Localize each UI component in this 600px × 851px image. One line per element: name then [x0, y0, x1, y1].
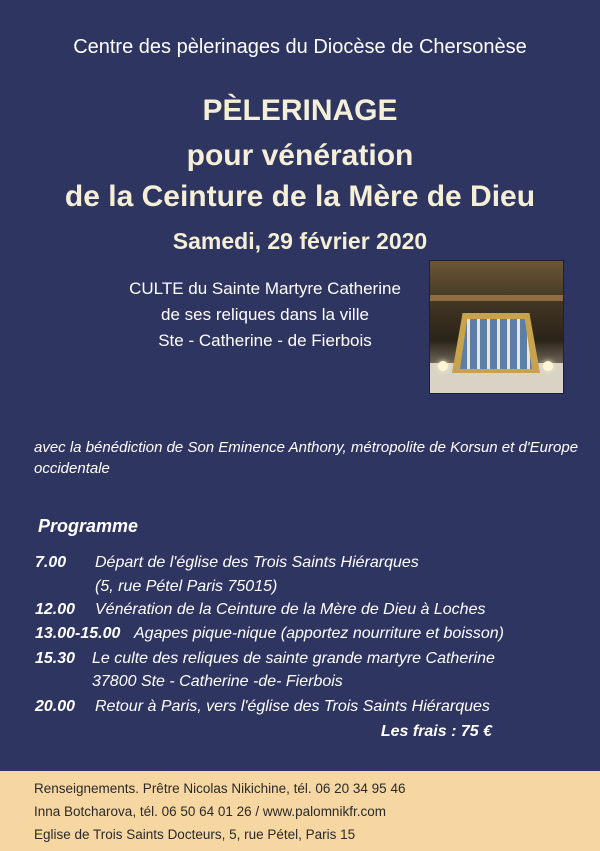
photo-shelf [430, 295, 563, 301]
programme-time: 13.00-15.00 [35, 625, 121, 642]
programme-cont: 37800 Ste - Catherine -de- Fierbois [92, 673, 343, 690]
programme-desc: Départ de l'église des Trois Saints Hiérarques [95, 554, 419, 571]
culte-line-1: CULTE du Sainte Martyre Catherine [129, 279, 401, 298]
programme-desc: Le culte des reliques de sainte grande martyre Catherine [92, 650, 495, 667]
photo-reliquary-glass [460, 319, 532, 369]
programme-desc: Vénération de la Ceinture de la Mère de Dieu à Loches [95, 601, 486, 618]
programme-time: 12.00 [35, 601, 76, 618]
programme-time: 7.00 [35, 554, 67, 571]
poster-title: PÈLERINAGE [202, 94, 398, 127]
contact-line-1: Renseignements. Prêtre Nicolas Nikichine, tél. 06 20 34 95 46 [34, 781, 406, 796]
programme-cont: (5, rue Pétel Paris 75015) [95, 578, 278, 595]
culte-line-2: de ses reliques dans la ville [161, 305, 369, 324]
poster-subtitle-1: pour vénération [186, 139, 414, 172]
event-date: Samedi, 29 février 2020 [172, 228, 428, 254]
programme-desc: Retour à Paris, vers l'église des Trois Saints Hiérarques [95, 698, 490, 715]
culte-description [100, 276, 430, 354]
contact-footer [0, 771, 600, 851]
programme-desc: Agapes pique-nique (apportez nourriture et boisson) [134, 625, 505, 642]
programme-time: 20.00 [35, 698, 76, 715]
contact-line-2: Inna Botcharova, tél. 06 50 64 01 26 / www.palomnikfr.com [34, 804, 386, 819]
candle-icon [543, 361, 553, 371]
candle-icon [438, 361, 448, 371]
reliquary-photo [429, 260, 564, 394]
benediction-text: avec la bénédiction de Son Eminence Anthony, métropolite de Korsun et d'Europe occidentale [34, 439, 579, 477]
contact-line-3: Eglise de Trois Saints Docteurs, 5, rue Pétel, Paris 15 [34, 827, 356, 842]
programme-time: 15.30 [35, 650, 76, 667]
organization-name: Centre des pèlerinages du Diocèse de Chersonèse [73, 36, 527, 58]
culte-line-3: Ste - Catherine - de Fierbois [158, 331, 372, 350]
poster-subtitle-2: de la Ceinture de la Mère de Dieu [64, 180, 536, 213]
programme-heading: Programme [38, 516, 139, 536]
fees-label: Les frais : 75 € [380, 723, 492, 740]
